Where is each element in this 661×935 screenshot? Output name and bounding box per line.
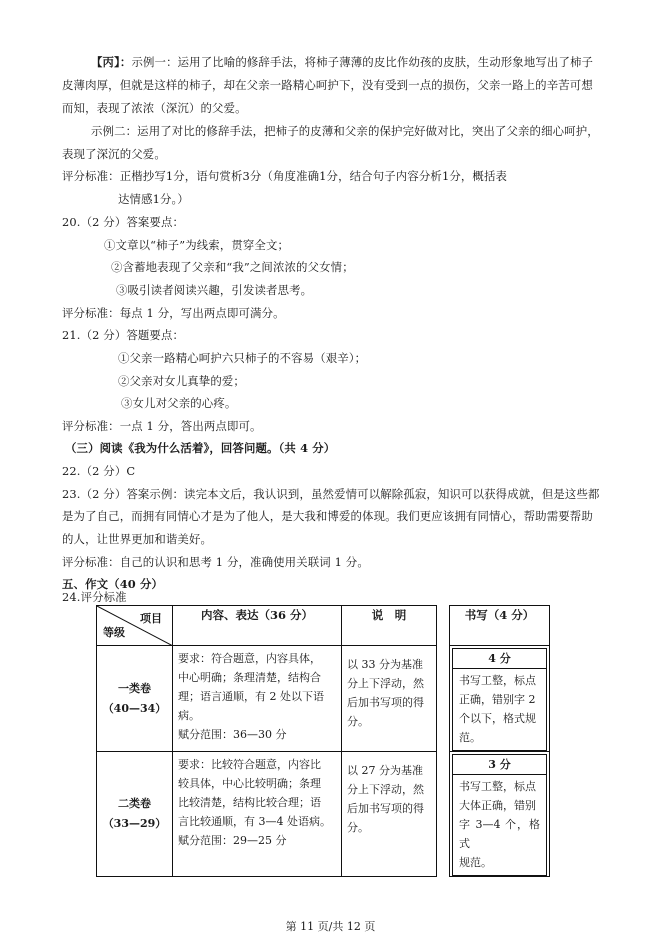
example1-line3: 而知，表现了浓浓（深沉）的父爱。: [62, 101, 247, 115]
grade2-label: 二类卷 （33—29）: [97, 752, 173, 877]
diagonal-header-cell: [97, 606, 173, 646]
q23-line3: 的人，让世界更加和谐美好。: [62, 532, 213, 546]
example2-line1: 示例二：运用了对比的修辞手法，把柿子的皮薄和父亲的保护完好做对比，突出了父亲的细心呵护，: [91, 124, 599, 138]
grade1-content: 要求：符合题意，内容具体， 中心明确；条理清楚，结构合 理；语言通顺，有 2 处以下语 病。 赋分范围：36—30 分: [173, 646, 342, 752]
q20-point2: ②含蓄地表现了父亲和“我”之间浓浓的父女情；: [111, 260, 354, 274]
q21-point1: ①父亲一路精心呵护六只柿子的不容易（艰辛）；: [118, 351, 367, 365]
q21-criteria: 评分标准：一点 1 分，答出两点即可。: [62, 419, 262, 433]
grade1-note: 以 33 分为基准 分上下浮动，然 后加书写项的得分。: [342, 646, 437, 752]
section3-heading: （三）阅读《我为什么活着》，回答问题。（共 4 分）: [65, 441, 336, 455]
page-number: 第 11 页/共 12 页: [285, 920, 376, 933]
q20-heading: 20.（2 分）答案要点：: [62, 215, 185, 229]
header-grade: 等级: [103, 626, 125, 639]
gap-cell: [437, 752, 450, 877]
criteria-line1: 评分标准：正楷抄写1分，语句赏析3分（角度准确1分，结合句子内容分析1分，概括表: [62, 169, 508, 183]
q20-point1: ①文章以“柿子”为线索，贯穿全文；: [104, 238, 290, 252]
q20-criteria: 评分标准：每点 1 分，写出两点即可满分。: [62, 306, 285, 320]
q23-line2: 是为了自己，而拥有同情心才是为了他人，是大我和博爱的体现。我们更应该拥有同情心，帮助需要帮助: [62, 509, 593, 523]
example1-line1: 【丙】：示例一：运用了比喻的修辞手法，将柿子薄薄的皮比作幼孩的皮肤，生动形象地写出了柿子: [91, 55, 594, 69]
section5-heading: 五、作文（40 分）: [62, 577, 164, 591]
gap-cell: [437, 646, 450, 752]
grade2-note: 以 27 分为基准 分上下浮动，然 后加书写项的得分。: [342, 752, 437, 877]
q20-point3: ③吸引读者阅读兴趣，引发读者思考。: [116, 283, 313, 297]
grade2-writing-box: 3 分 书写工整，标点 大体正确，错别 字 3—4 个，格式 规范。: [452, 754, 547, 876]
header-note: 说 明: [342, 606, 437, 646]
grade1-writing: [450, 646, 550, 752]
q23-line1: 23.（2 分）答案示例：读完本文后，我认识到，虽然爱情可以解除孤寂，知识可以获得成就，但是这些都: [62, 487, 600, 501]
table-header-row: [97, 606, 550, 646]
grade1-label: 一类卷 （40—34）: [97, 646, 173, 752]
grade1-writing-box: 4 分 书写工整，标点 正确，错别字 2 个以下，格式规 范。: [452, 648, 547, 751]
q22-answer: 22.（2 分）C: [62, 464, 136, 478]
example2-line2: 表现了深沉的父爱。: [62, 147, 166, 161]
q23-criteria: 评分标准：自己的认识和思考 1 分，准确使用关联词 1 分。: [62, 555, 369, 569]
q21-heading: 21.（2 分）答题要点：: [62, 328, 185, 342]
q21-point2: ②父亲对女儿真挚的爱；: [118, 374, 245, 388]
q21-point3: ③女儿对父亲的心疼。: [121, 396, 237, 410]
grade2-content: 要求：比较符合题意，内容比 较具体，中心比较明确；条理 比较清楚，结构比较合理；语 言比较通顺，有 3—4 处语病。 赋分范围：29—25 分: [173, 752, 342, 877]
table-row: [97, 752, 550, 877]
header-content: 内容、表达（36 分）: [173, 606, 342, 646]
header-item: 项目: [140, 612, 162, 625]
criteria-line2: 达情感1分。）: [118, 192, 189, 206]
grade2-writing: [450, 752, 550, 877]
example1-line2: 皮薄肉厚，但就是这样的柿子，却在父亲一路精心呵护下，没有受到一点的损伤，父亲一路上的辛苦可想: [62, 78, 593, 92]
grading-table: [96, 605, 550, 877]
header-writing: 书写（4 分）: [450, 606, 550, 646]
q24-heading: 24.评分标准: [62, 590, 127, 604]
table-row: [97, 646, 550, 752]
gap-cell: [437, 606, 450, 646]
